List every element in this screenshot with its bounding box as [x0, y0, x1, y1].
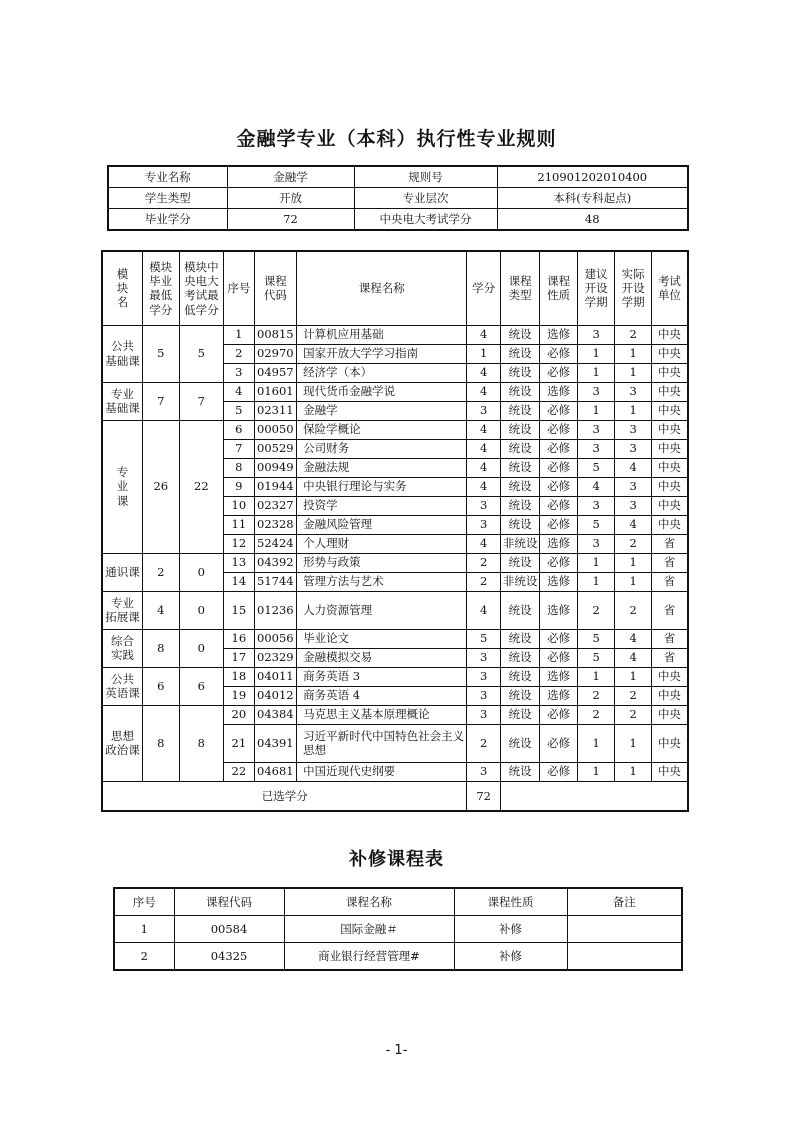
suggested-term: 3 [577, 420, 615, 439]
course-type: 统设 [500, 363, 540, 382]
course-nature: 必修 [540, 629, 578, 648]
course-seq: 1 [224, 325, 254, 344]
module-name: 专 业 课 [102, 420, 143, 553]
suggested-term: 3 [577, 439, 615, 458]
supp-nature: 补修 [454, 943, 567, 971]
course-seq: 19 [224, 686, 254, 705]
course-credit: 3 [467, 667, 500, 686]
course-credit: 3 [467, 762, 500, 781]
course-credit: 4 [467, 534, 500, 553]
course-type: 统设 [500, 648, 540, 667]
course-credit: 2 [467, 553, 500, 572]
course-name: 商务英语 3 [297, 667, 467, 686]
module-exam-credit: 5 [179, 325, 224, 382]
exam-unit: 中央 [651, 762, 688, 781]
course-nature: 选修 [540, 572, 578, 591]
course-nature: 必修 [540, 458, 578, 477]
course-code: 02327 [254, 496, 297, 515]
course-row [102, 382, 688, 401]
info-label: 毕业学分 [108, 209, 227, 231]
info-row [108, 166, 688, 188]
course-type: 统设 [500, 344, 540, 363]
course-code: 04011 [254, 667, 297, 686]
course-seq: 10 [224, 496, 254, 515]
exam-unit: 中央 [651, 458, 688, 477]
course-code: 01601 [254, 382, 297, 401]
info-label: 专业层次 [354, 188, 497, 209]
column-header: 序号 [224, 251, 254, 325]
suggested-term: 3 [577, 325, 615, 344]
column-header: 实际 开设 学期 [615, 251, 651, 325]
course-row [102, 667, 688, 686]
supp-remark [567, 916, 682, 943]
course-name: 投资学 [297, 496, 467, 515]
suggested-term: 1 [577, 363, 615, 382]
course-nature: 必修 [540, 344, 578, 363]
course-name: 商务英语 4 [297, 686, 467, 705]
suggested-term: 5 [577, 458, 615, 477]
suggested-term: 1 [577, 553, 615, 572]
exam-unit: 中央 [651, 496, 688, 515]
course-type: 统设 [500, 325, 540, 344]
course-seq: 7 [224, 439, 254, 458]
course-nature: 选修 [540, 534, 578, 553]
module-min-credit: 8 [143, 629, 179, 667]
course-type: 统设 [500, 724, 540, 762]
column-header: 模块中 央电大 考试最 低学分 [179, 251, 224, 325]
actual-term: 3 [615, 496, 651, 515]
course-code: 01944 [254, 477, 297, 496]
course-nature: 必修 [540, 477, 578, 496]
column-header: 学分 [467, 251, 500, 325]
supp-header-row [114, 888, 682, 916]
course-code: 04957 [254, 363, 297, 382]
course-rules-table [101, 250, 689, 812]
course-name: 保险学概论 [297, 420, 467, 439]
actual-term: 4 [615, 515, 651, 534]
course-seq: 8 [224, 458, 254, 477]
exam-unit: 省 [651, 591, 688, 629]
total-row [102, 781, 688, 811]
course-seq: 5 [224, 401, 254, 420]
course-type: 统设 [500, 553, 540, 572]
course-type: 统设 [500, 515, 540, 534]
actual-term: 4 [615, 648, 651, 667]
info-label: 中央电大考试学分 [354, 209, 497, 231]
course-name: 公司财务 [297, 439, 467, 458]
supp-seq: 1 [114, 916, 174, 943]
exam-unit: 中央 [651, 667, 688, 686]
info-value: 48 [497, 209, 688, 231]
course-type: 统设 [500, 420, 540, 439]
course-nature: 必修 [540, 705, 578, 724]
course-type: 统设 [500, 705, 540, 724]
exam-unit: 省 [651, 648, 688, 667]
supp-seq: 2 [114, 943, 174, 971]
course-nature: 必修 [540, 553, 578, 572]
course-seq: 6 [224, 420, 254, 439]
exam-unit: 中央 [651, 325, 688, 344]
course-credit: 1 [467, 344, 500, 363]
course-credit: 4 [467, 382, 500, 401]
actual-term: 3 [615, 477, 651, 496]
course-code: 00050 [254, 420, 297, 439]
exam-unit: 中央 [651, 363, 688, 382]
module-min-credit: 6 [143, 667, 179, 705]
info-value: 本科(专科起点) [497, 188, 688, 209]
course-type: 统设 [500, 762, 540, 781]
column-header: 考试 单位 [651, 251, 688, 325]
course-nature: 选修 [540, 382, 578, 401]
course-type: 统设 [500, 382, 540, 401]
course-type: 统设 [500, 477, 540, 496]
actual-term: 1 [615, 344, 651, 363]
course-name: 人力资源管理 [297, 591, 467, 629]
course-code: 00056 [254, 629, 297, 648]
course-credit: 3 [467, 496, 500, 515]
course-seq: 14 [224, 572, 254, 591]
course-seq: 17 [224, 648, 254, 667]
page-title: 金融学专业（本科）执行性专业规则 [236, 128, 557, 150]
actual-term: 3 [615, 439, 651, 458]
module-name: 通识课 [102, 553, 143, 591]
suggested-term: 2 [577, 705, 615, 724]
info-value: 72 [227, 209, 354, 231]
suggested-term: 5 [577, 629, 615, 648]
course-code: 00529 [254, 439, 297, 458]
actual-term: 1 [615, 363, 651, 382]
info-row [108, 209, 688, 231]
exam-unit: 中央 [651, 382, 688, 401]
page-number: - 1- [385, 1043, 408, 1058]
module-min-credit: 2 [143, 553, 179, 591]
exam-unit: 中央 [651, 420, 688, 439]
course-code: 04012 [254, 686, 297, 705]
exam-unit: 中央 [651, 401, 688, 420]
course-row [102, 420, 688, 439]
column-header: 备注 [567, 888, 682, 916]
course-code: 02970 [254, 344, 297, 363]
course-seq: 16 [224, 629, 254, 648]
course-seq: 18 [224, 667, 254, 686]
column-header: 课程名称 [297, 251, 467, 325]
actual-term: 1 [615, 724, 651, 762]
actual-term: 2 [615, 686, 651, 705]
course-seq: 12 [224, 534, 254, 553]
suggested-term: 5 [577, 515, 615, 534]
module-name: 思想 政治课 [102, 705, 143, 781]
info-label: 专业名称 [108, 166, 227, 188]
course-seq: 15 [224, 591, 254, 629]
course-code: 02328 [254, 515, 297, 534]
column-header: 模块 毕业 最低 学分 [143, 251, 179, 325]
suggested-term: 1 [577, 724, 615, 762]
supp-row [114, 916, 682, 943]
course-code: 01236 [254, 591, 297, 629]
exam-unit: 中央 [651, 705, 688, 724]
exam-unit: 省 [651, 553, 688, 572]
course-type: 统设 [500, 667, 540, 686]
suggested-term: 1 [577, 667, 615, 686]
course-seq: 21 [224, 724, 254, 762]
info-label: 学生类型 [108, 188, 227, 209]
course-type: 统设 [500, 439, 540, 458]
column-header: 模 块 名 [102, 251, 143, 325]
suggested-term: 1 [577, 344, 615, 363]
course-row [102, 325, 688, 344]
column-header: 序号 [114, 888, 174, 916]
info-value: 210901202010400 [497, 166, 688, 188]
course-code: 04681 [254, 762, 297, 781]
course-credit: 4 [467, 477, 500, 496]
course-row [102, 553, 688, 572]
module-exam-credit: 6 [179, 667, 224, 705]
module-min-credit: 26 [143, 420, 179, 553]
course-name: 马克思主义基本原理概论 [297, 705, 467, 724]
header-row [102, 251, 688, 325]
course-name: 个人理财 [297, 534, 467, 553]
course-type: 非统设 [500, 534, 540, 553]
actual-term: 4 [615, 458, 651, 477]
column-header: 课程 性质 [540, 251, 578, 325]
suggested-term: 1 [577, 762, 615, 781]
column-header: 课程性质 [454, 888, 567, 916]
module-exam-credit: 8 [179, 705, 224, 781]
course-seq: 20 [224, 705, 254, 724]
column-header: 课程名称 [284, 888, 454, 916]
actual-term: 1 [615, 762, 651, 781]
actual-term: 1 [615, 572, 651, 591]
supp-name: 商业银行经营管理# [284, 943, 454, 971]
actual-term: 1 [615, 401, 651, 420]
course-credit: 2 [467, 724, 500, 762]
course-nature: 必修 [540, 439, 578, 458]
module-min-credit: 5 [143, 325, 179, 382]
course-name: 毕业论文 [297, 629, 467, 648]
course-name: 现代货币金融学说 [297, 382, 467, 401]
module-name: 综合 实践 [102, 629, 143, 667]
program-info-table [107, 165, 689, 231]
course-code: 02329 [254, 648, 297, 667]
course-nature: 选修 [540, 667, 578, 686]
module-min-credit: 8 [143, 705, 179, 781]
actual-term: 4 [615, 629, 651, 648]
module-min-credit: 7 [143, 382, 179, 420]
supp-nature: 补修 [454, 916, 567, 943]
course-name: 计算机应用基础 [297, 325, 467, 344]
course-row [102, 591, 688, 629]
suggested-term: 5 [577, 648, 615, 667]
actual-term: 1 [615, 553, 651, 572]
actual-term: 2 [615, 705, 651, 724]
info-value: 金融学 [227, 166, 354, 188]
actual-term: 2 [615, 591, 651, 629]
exam-unit: 中央 [651, 344, 688, 363]
exam-unit: 中央 [651, 477, 688, 496]
course-seq: 2 [224, 344, 254, 363]
course-credit: 5 [467, 629, 500, 648]
suggested-term: 4 [577, 477, 615, 496]
course-row [102, 705, 688, 724]
course-credit: 4 [467, 363, 500, 382]
module-exam-credit: 0 [179, 629, 224, 667]
exam-unit: 中央 [651, 439, 688, 458]
info-row [108, 188, 688, 209]
actual-term: 3 [615, 420, 651, 439]
course-nature: 必修 [540, 648, 578, 667]
exam-unit: 省 [651, 534, 688, 553]
supp-name: 国际金融＃ [284, 916, 454, 943]
course-type: 统设 [500, 496, 540, 515]
column-header: 课程代码 [174, 888, 284, 916]
course-credit: 4 [467, 420, 500, 439]
course-seq: 22 [224, 762, 254, 781]
supp-code: 00584 [174, 916, 284, 943]
suggested-term: 3 [577, 534, 615, 553]
module-name: 专业 基础课 [102, 382, 143, 420]
course-nature: 选修 [540, 325, 578, 344]
course-name: 习近平新时代中国特色社会主义思想 [297, 724, 467, 762]
suggested-term: 2 [577, 686, 615, 705]
course-name: 金融学 [297, 401, 467, 420]
course-name: 国家开放大学学习指南 [297, 344, 467, 363]
module-name: 公共 基础课 [102, 325, 143, 382]
course-nature: 必修 [540, 762, 578, 781]
course-credit: 4 [467, 458, 500, 477]
actual-term: 3 [615, 382, 651, 401]
total-value: 72 [467, 781, 500, 811]
suggested-term: 1 [577, 401, 615, 420]
supplementary-title: 补修课程表 [349, 849, 444, 870]
course-credit: 3 [467, 705, 500, 724]
course-credit: 3 [467, 686, 500, 705]
course-credit: 4 [467, 325, 500, 344]
module-exam-credit: 22 [179, 420, 224, 553]
course-nature: 必修 [540, 420, 578, 439]
course-name: 金融风险管理 [297, 515, 467, 534]
course-name: 中国近现代史纲要 [297, 762, 467, 781]
info-label: 规则号 [354, 166, 497, 188]
course-seq: 9 [224, 477, 254, 496]
course-nature: 必修 [540, 515, 578, 534]
actual-term: 1 [615, 667, 651, 686]
suggested-term: 1 [577, 572, 615, 591]
course-nature: 必修 [540, 496, 578, 515]
column-header: 课程 代码 [254, 251, 297, 325]
supp-row [114, 943, 682, 971]
course-name: 中央银行理论与实务 [297, 477, 467, 496]
total-label: 已选学分 [102, 781, 467, 811]
course-type: 统设 [500, 458, 540, 477]
course-code: 04384 [254, 705, 297, 724]
course-nature: 选修 [540, 686, 578, 705]
course-type: 统设 [500, 686, 540, 705]
course-name: 金融法规 [297, 458, 467, 477]
course-nature: 必修 [540, 363, 578, 382]
module-exam-credit: 0 [179, 591, 224, 629]
course-name: 形势与政策 [297, 553, 467, 572]
course-code: 51744 [254, 572, 297, 591]
course-credit: 3 [467, 515, 500, 534]
exam-unit: 省 [651, 572, 688, 591]
exam-unit: 省 [651, 629, 688, 648]
module-exam-credit: 0 [179, 553, 224, 591]
course-seq: 3 [224, 363, 254, 382]
course-row [102, 629, 688, 648]
module-exam-credit: 7 [179, 382, 224, 420]
course-seq: 4 [224, 382, 254, 401]
course-name: 管理方法与艺术 [297, 572, 467, 591]
column-header: 建议 开设 学期 [577, 251, 615, 325]
module-name: 专业 拓展课 [102, 591, 143, 629]
course-code: 00815 [254, 325, 297, 344]
module-min-credit: 4 [143, 591, 179, 629]
course-seq: 13 [224, 553, 254, 572]
total-empty [500, 781, 688, 811]
supp-remark [567, 943, 682, 971]
module-name: 公共 英语课 [102, 667, 143, 705]
course-credit: 4 [467, 439, 500, 458]
course-seq: 11 [224, 515, 254, 534]
suggested-term: 2 [577, 591, 615, 629]
suggested-term: 3 [577, 382, 615, 401]
course-code: 02311 [254, 401, 297, 420]
supp-code: 04325 [174, 943, 284, 971]
course-type: 统设 [500, 401, 540, 420]
column-header: 课程 类型 [500, 251, 540, 325]
course-name: 经济学（本） [297, 363, 467, 382]
course-credit: 4 [467, 591, 500, 629]
actual-term: 2 [615, 325, 651, 344]
course-credit: 2 [467, 572, 500, 591]
actual-term: 2 [615, 534, 651, 553]
course-type: 非统设 [500, 572, 540, 591]
course-code: 04392 [254, 553, 297, 572]
exam-unit: 中央 [651, 686, 688, 705]
course-name: 金融模拟交易 [297, 648, 467, 667]
course-credit: 3 [467, 401, 500, 420]
supplementary-course-table [113, 887, 683, 971]
course-nature: 必修 [540, 401, 578, 420]
exam-unit: 中央 [651, 724, 688, 762]
course-credit: 3 [467, 648, 500, 667]
course-nature: 必修 [540, 724, 578, 762]
info-value: 开放 [227, 188, 354, 209]
course-type: 统设 [500, 591, 540, 629]
course-code: 52424 [254, 534, 297, 553]
exam-unit: 中央 [651, 515, 688, 534]
course-code: 04391 [254, 724, 297, 762]
course-nature: 选修 [540, 591, 578, 629]
course-type: 统设 [500, 629, 540, 648]
suggested-term: 3 [577, 496, 615, 515]
course-code: 00949 [254, 458, 297, 477]
